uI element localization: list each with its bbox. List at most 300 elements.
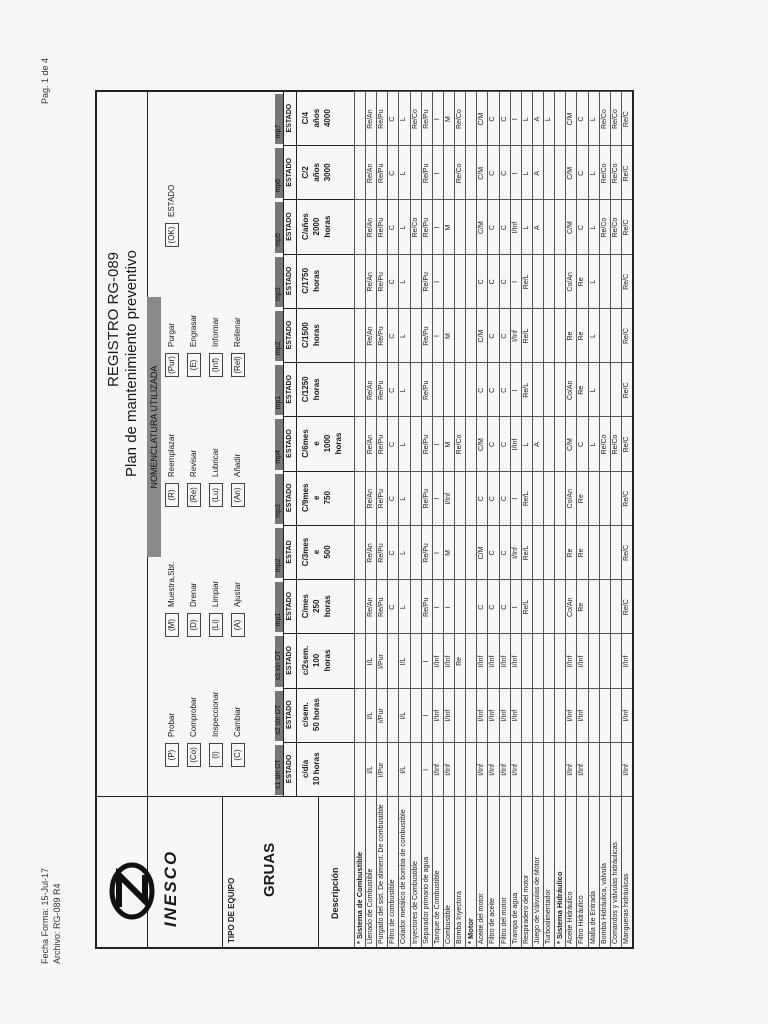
estado-label: ESTADO bbox=[284, 416, 297, 470]
task-cell: I bbox=[433, 443, 441, 446]
frequency-column-header bbox=[284, 254, 355, 309]
frequency-label: C/años 2000 horas bbox=[301, 213, 332, 240]
task-cell: C bbox=[389, 604, 397, 610]
task-description: Filtro de aceite bbox=[489, 898, 497, 944]
estado-label: ESTADO bbox=[284, 91, 297, 145]
frequency-label: C/2 años 3000 bbox=[301, 163, 332, 182]
legend-code: (R) bbox=[165, 483, 179, 507]
task-cell: I/Pur bbox=[378, 654, 386, 669]
task-cell: I/L bbox=[400, 657, 408, 666]
maintenance-form bbox=[95, 90, 634, 949]
task-cell: I bbox=[444, 606, 452, 609]
task-cell: I/Inf bbox=[511, 438, 519, 451]
task-cell: Re/L bbox=[522, 274, 530, 290]
task-cell: Re/Co bbox=[611, 109, 619, 130]
table-row bbox=[621, 92, 633, 947]
task-cell: Re/Pu bbox=[422, 272, 430, 292]
legend-code: (I) bbox=[209, 743, 223, 767]
legend-text: Inspeccionar bbox=[211, 691, 220, 737]
task-cell: Re/An bbox=[367, 597, 375, 617]
task-cell: I/Inf bbox=[511, 655, 519, 668]
task-cell: Re/An bbox=[367, 326, 375, 346]
brand-name: INESCO bbox=[161, 849, 180, 927]
task-cell: Re/Pu bbox=[422, 489, 430, 509]
task-cell: I/Inf bbox=[478, 764, 486, 776]
task-description: Malla de Entrada bbox=[589, 891, 597, 944]
task-cell: Re/Co bbox=[456, 163, 464, 184]
frequency-label: C/1750 horas bbox=[301, 267, 321, 294]
task-cell: L bbox=[545, 117, 553, 122]
task-cell: L bbox=[522, 117, 530, 122]
task-cell: C bbox=[489, 604, 497, 610]
task-cell: C bbox=[500, 496, 508, 502]
task-cell: Re/C bbox=[622, 490, 630, 507]
frequency-column-header bbox=[284, 742, 355, 797]
legend-code: (Re) bbox=[187, 483, 201, 507]
frequency-label: C/mes 250 horas bbox=[301, 594, 332, 619]
task-cell: I/L bbox=[367, 766, 375, 774]
estado-label: ESTADO bbox=[284, 254, 297, 308]
task-cell: Re/Pu bbox=[422, 109, 430, 129]
estado-label: ESTADO bbox=[284, 688, 297, 742]
task-cell: L bbox=[400, 388, 408, 393]
task-cell: C/M bbox=[478, 221, 486, 235]
task-cell: I/Inf bbox=[444, 709, 452, 722]
legend-text: Reemplazar bbox=[167, 433, 176, 477]
grid-line bbox=[354, 362, 632, 363]
task-cell: I/Inf bbox=[444, 764, 452, 776]
task-cell: Re/C bbox=[622, 545, 630, 561]
task-cell: I bbox=[433, 335, 441, 338]
task-cell: Re/Co bbox=[456, 109, 464, 130]
ot-band-label: mp1 bbox=[275, 612, 282, 627]
task-cell: C bbox=[500, 333, 508, 339]
frequency-column-header bbox=[284, 362, 355, 417]
grid-line bbox=[354, 254, 632, 255]
form-date: Fecha Forma: 15-Jul-17 bbox=[40, 867, 50, 964]
task-cell: Re bbox=[567, 548, 575, 558]
task-cell: Re bbox=[578, 602, 586, 612]
task-description: Purgado del sist. De aliment. De combustible bbox=[378, 804, 386, 944]
task-cell: C bbox=[500, 279, 508, 285]
task-cell: A bbox=[533, 116, 541, 122]
task-cell: I bbox=[511, 280, 519, 283]
legend-text: Limpiar bbox=[211, 580, 220, 607]
frequency-column-header bbox=[284, 199, 355, 254]
task-cell: I/L bbox=[400, 766, 408, 774]
legend-code: (P) bbox=[165, 743, 179, 767]
legend-code: (C) bbox=[231, 743, 245, 767]
task-cell: I/Inf bbox=[567, 709, 575, 722]
task-description: Inyectores de Combustible bbox=[411, 861, 419, 944]
task-cell: C bbox=[489, 116, 497, 122]
task-description: Tanque de Combustible bbox=[433, 870, 441, 944]
task-cell: Re/Pu bbox=[422, 597, 430, 617]
task-cell: I bbox=[511, 172, 519, 175]
task-cell: C/M bbox=[567, 221, 575, 235]
task-description: Aceite Hidráulico bbox=[567, 891, 575, 944]
task-cell: C bbox=[389, 116, 397, 122]
legend-code: (E) bbox=[187, 353, 201, 377]
task-cell: Re/Pu bbox=[378, 380, 386, 401]
ot-band-label: mp4 bbox=[275, 450, 282, 464]
task-cell: C bbox=[389, 550, 397, 556]
ot-band-label: s3 sin OT bbox=[275, 650, 282, 681]
legend-text: Muestra,Sbt. bbox=[167, 561, 176, 607]
task-cell: A bbox=[533, 442, 541, 447]
task-cell: C/M bbox=[567, 438, 575, 451]
task-cell: I/Inf bbox=[433, 655, 441, 668]
task-cell: L bbox=[522, 442, 530, 447]
task-cell: C/M bbox=[478, 166, 486, 180]
task-cell: L bbox=[400, 496, 408, 501]
task-cell: I/Inf bbox=[433, 709, 441, 722]
ot-band-label: mp5 bbox=[275, 233, 282, 247]
task-cell: Re/L bbox=[522, 328, 530, 344]
task-cell: Re/Co bbox=[600, 109, 608, 130]
task-cell: L bbox=[589, 442, 597, 447]
grid-line bbox=[354, 308, 632, 309]
task-cell: Re/Co bbox=[600, 434, 608, 455]
task-cell: I/Inf bbox=[444, 492, 452, 505]
frequency-column-header bbox=[284, 525, 355, 580]
estado-label: ESTAD bbox=[284, 525, 297, 579]
task-cell: I/Pur bbox=[378, 762, 386, 778]
task-description: Respiradero del motor bbox=[522, 874, 530, 944]
task-cell: C bbox=[478, 387, 486, 393]
task-cell: M bbox=[444, 333, 452, 339]
task-cell: C bbox=[389, 225, 397, 231]
task-cell: Re/Co bbox=[611, 163, 619, 184]
task-cell: I bbox=[422, 768, 430, 771]
task-cell: C bbox=[489, 441, 497, 448]
task-cell: C bbox=[500, 387, 508, 393]
frequency-label: C/9mes e 750 bbox=[301, 483, 332, 512]
task-cell: Re/An bbox=[367, 163, 375, 184]
task-cell: I/Inf bbox=[444, 655, 452, 668]
frequency-label: c/2sem. 100 horas bbox=[301, 645, 332, 676]
task-cell: Co/An bbox=[567, 380, 575, 401]
task-cell: I/Inf bbox=[622, 709, 630, 722]
ot-band-label: mp6 bbox=[275, 178, 282, 193]
task-cell: Re/Pu bbox=[422, 434, 430, 455]
task-description: Turboalimentador bbox=[545, 889, 553, 944]
task-cell: I/Inf bbox=[489, 655, 497, 668]
logo-cell bbox=[97, 796, 222, 947]
ot-band-label: mp3 bbox=[275, 504, 282, 518]
task-cell: Co/An bbox=[567, 489, 575, 509]
legend-text: Revisar bbox=[189, 449, 198, 477]
task-cell: A bbox=[533, 171, 541, 176]
task-cell: Re/Co bbox=[611, 434, 619, 455]
task-cell: Re/Co bbox=[600, 163, 608, 184]
grid-line bbox=[354, 416, 632, 417]
frequency-column-header bbox=[284, 91, 355, 146]
task-cell: Re/Co bbox=[456, 434, 464, 455]
task-cell: C bbox=[389, 496, 397, 502]
task-cell: C bbox=[500, 116, 508, 122]
task-cell: I bbox=[511, 497, 519, 500]
task-cell: Re bbox=[456, 656, 464, 666]
task-cell: Re/Pu bbox=[378, 217, 386, 238]
task-cell: Co/An bbox=[567, 597, 575, 617]
task-cell: Re bbox=[578, 277, 586, 287]
legend-text: Lubricar bbox=[211, 448, 220, 477]
task-cell: Re bbox=[578, 548, 586, 558]
task-description: Filtro del motor bbox=[500, 897, 508, 944]
legend-code: (A) bbox=[231, 613, 245, 637]
task-cell: C bbox=[578, 225, 586, 231]
task-cell: I bbox=[511, 606, 519, 609]
task-cell: C bbox=[389, 441, 397, 448]
estado-label: ESTADO bbox=[284, 308, 297, 362]
task-cell: Re/An bbox=[367, 543, 375, 563]
task-cell: Re bbox=[578, 494, 586, 504]
task-cell: Re/Pu bbox=[422, 380, 430, 401]
estado-label: ESTADO bbox=[284, 633, 297, 687]
task-cell: Re/An bbox=[367, 217, 375, 238]
frequency-label: c/día 10 horas bbox=[301, 752, 321, 786]
task-cell: I/Inf bbox=[511, 221, 519, 234]
frequency-column-header bbox=[284, 579, 355, 634]
task-cell: L bbox=[400, 551, 408, 555]
task-cell: C bbox=[489, 225, 497, 231]
task-cell: Re/Pu bbox=[378, 163, 386, 184]
task-cell: Re/An bbox=[367, 434, 375, 455]
legend-code: (Pur) bbox=[165, 353, 179, 377]
task-cell: Re/Pu bbox=[378, 597, 386, 617]
task-description: Comandos y válvulas hidráulicas bbox=[611, 842, 619, 944]
task-cell: C bbox=[489, 550, 497, 556]
legend-code: (M) bbox=[165, 613, 179, 637]
equipment-type-value: GRUAS bbox=[261, 842, 278, 897]
task-cell: Re/An bbox=[367, 489, 375, 509]
task-cell: I/L bbox=[367, 711, 375, 720]
section-heading: * Sistema Hidráulico bbox=[555, 871, 565, 944]
task-cell: C/M bbox=[478, 546, 486, 560]
task-cell: C bbox=[500, 604, 508, 610]
frequency-column-header bbox=[284, 471, 355, 526]
grid-line bbox=[354, 91, 632, 92]
legend-code: (Co) bbox=[187, 743, 201, 767]
task-cell: L bbox=[589, 225, 597, 230]
task-cell: Re/L bbox=[522, 545, 530, 561]
task-cell: Re bbox=[578, 331, 586, 341]
task-cell: Re bbox=[578, 385, 586, 395]
task-cell: C bbox=[389, 333, 397, 339]
ot-band-label: mp2 bbox=[275, 558, 282, 573]
task-cell: Re/C bbox=[622, 599, 630, 616]
task-cell: C bbox=[389, 279, 397, 285]
grid-line bbox=[354, 145, 632, 146]
ot-band-label: mp2 bbox=[275, 341, 282, 356]
task-cell: I/Inf bbox=[489, 764, 497, 776]
estado-label: ESTADO bbox=[284, 471, 297, 525]
registro-code: REGISTRO RG-089 bbox=[105, 251, 122, 387]
task-cell: Re/C bbox=[622, 328, 630, 345]
task-cell: Re/Pu bbox=[422, 163, 430, 184]
estado-label: ESTADO bbox=[284, 145, 297, 199]
task-cell: C bbox=[500, 550, 508, 556]
task-cell: L bbox=[400, 225, 408, 230]
task-cell: Re/L bbox=[522, 491, 530, 507]
task-cell: C bbox=[489, 496, 497, 502]
task-cell: C/M bbox=[478, 112, 486, 126]
task-cell: Re/An bbox=[367, 109, 375, 129]
equipment-type-cell bbox=[222, 796, 319, 947]
task-cell: C bbox=[500, 441, 508, 448]
task-cell: M bbox=[444, 224, 452, 231]
inesco-logo-icon bbox=[107, 861, 157, 921]
task-cell: I/Inf bbox=[567, 655, 575, 668]
task-cell: C bbox=[578, 116, 586, 122]
task-cell: I bbox=[511, 118, 519, 121]
task-cell: I bbox=[433, 226, 441, 229]
frequency-column-header bbox=[284, 633, 355, 688]
legend-text: Drenar bbox=[189, 582, 198, 607]
ot-band-label: s1 sin OT bbox=[275, 759, 282, 789]
task-cell: L bbox=[589, 117, 597, 122]
task-cell: Re/Pu bbox=[422, 326, 430, 346]
legend-text: Informar bbox=[211, 317, 220, 347]
task-cell: C bbox=[478, 604, 486, 610]
legend-text: Comprobar bbox=[189, 696, 198, 737]
task-cell: I/Inf bbox=[567, 764, 575, 776]
frequency-label: C/1500 horas bbox=[301, 322, 321, 348]
frequency-label: C/6mes e 1000 horas bbox=[301, 429, 343, 458]
equipment-type-label: TIPO DE EQUIPO bbox=[227, 877, 236, 943]
legend-text: ESTADO bbox=[167, 184, 176, 217]
frequency-label: C/4 años 4000 bbox=[301, 108, 332, 128]
task-cell: Re/L bbox=[522, 382, 530, 398]
legend-code: (An) bbox=[231, 483, 245, 507]
task-cell: I/L bbox=[367, 657, 375, 666]
task-cell: Re/C bbox=[622, 111, 630, 128]
legend-text: Añadir bbox=[233, 453, 242, 477]
frequency-label: C/3mes e 500 bbox=[301, 537, 332, 567]
task-cell: I/L bbox=[400, 711, 408, 720]
legend-text: Probar bbox=[167, 712, 176, 737]
task-cell: Re/Pu bbox=[422, 217, 430, 238]
task-cell: L bbox=[400, 171, 408, 176]
legend-text: Cambiar bbox=[233, 706, 242, 737]
legend-text: Purgar bbox=[167, 322, 176, 347]
task-cell: Re bbox=[567, 331, 575, 341]
section-heading: * Motor bbox=[466, 918, 476, 944]
task-cell: I bbox=[433, 280, 441, 283]
legend-code: (Inf) bbox=[209, 353, 223, 377]
estado-label: ESTADO bbox=[284, 362, 297, 416]
task-description: Filtro de combustible bbox=[389, 879, 397, 944]
task-cell: C bbox=[500, 170, 508, 176]
task-description: Bomba Hidráulica, válvula bbox=[600, 863, 608, 944]
task-cell: C bbox=[489, 279, 497, 285]
grid-line bbox=[354, 579, 632, 580]
frequency-label: c/sem. 50 horas bbox=[301, 698, 321, 732]
task-description: Trampa de agua bbox=[511, 892, 519, 944]
ot-band-label: s2 sin OT bbox=[275, 704, 282, 735]
task-cell: Re/C bbox=[622, 382, 630, 399]
grid-line bbox=[354, 742, 632, 743]
task-cell: L bbox=[589, 279, 597, 284]
task-cell: L bbox=[400, 334, 408, 338]
task-cell: C/M bbox=[478, 329, 486, 343]
task-description: Mangueras hidráulicas bbox=[622, 873, 630, 944]
ot-band-label: mp1 bbox=[275, 395, 282, 410]
task-cell: I bbox=[433, 497, 441, 500]
task-cell: C bbox=[500, 225, 508, 231]
task-cell: Re/Pu bbox=[378, 326, 386, 346]
grid-line bbox=[354, 471, 632, 472]
task-cell: I/Inf bbox=[500, 764, 508, 776]
section-heading: * Sistema de Combustible bbox=[355, 851, 364, 944]
legend-code: (OK) bbox=[165, 223, 179, 247]
task-description: Bomba Inyectora bbox=[456, 891, 464, 944]
task-cell: M bbox=[444, 441, 452, 448]
task-cell: L bbox=[400, 117, 408, 122]
task-cell: I bbox=[422, 660, 430, 663]
legend-text: Ajustar bbox=[233, 582, 242, 607]
ot-band-label: mp7 bbox=[275, 124, 282, 139]
task-cell: I bbox=[433, 118, 441, 121]
task-cell: I/Inf bbox=[500, 655, 508, 668]
task-cell: L bbox=[589, 171, 597, 176]
task-cell: Re/C bbox=[622, 219, 630, 236]
frequency-column-header bbox=[284, 688, 355, 743]
task-cell: C/M bbox=[478, 438, 486, 451]
task-cell: Re/An bbox=[367, 272, 375, 292]
task-cell: L bbox=[522, 171, 530, 176]
description-header bbox=[318, 796, 355, 947]
task-cell: C bbox=[489, 170, 497, 176]
task-cell: I bbox=[433, 552, 441, 554]
task-cell: M bbox=[444, 116, 452, 123]
task-cell: Re/C bbox=[622, 165, 630, 182]
task-cell: I/Inf bbox=[622, 655, 630, 668]
estado-label: ESTADO bbox=[284, 199, 297, 253]
task-description: Combustible bbox=[444, 905, 452, 944]
task-cell: L bbox=[589, 388, 597, 393]
task-cell: Re/An bbox=[367, 380, 375, 401]
task-description: Llenado de Combustible bbox=[367, 868, 375, 944]
grid-line bbox=[354, 525, 632, 526]
task-cell: I/Inf bbox=[578, 655, 586, 668]
task-cell: L bbox=[522, 225, 530, 230]
frequency-column-header bbox=[284, 145, 355, 200]
task-description: Juego de Válvulas de Motor bbox=[533, 857, 541, 944]
task-cell: Re/Co bbox=[411, 217, 419, 238]
task-cell: Co/An bbox=[567, 272, 575, 292]
task-cell: C bbox=[478, 496, 486, 502]
task-cell: C bbox=[389, 387, 397, 393]
ot-band-label: mp3 bbox=[275, 287, 282, 301]
task-cell: C bbox=[578, 170, 586, 176]
task-cell: I/Inf bbox=[511, 764, 519, 776]
task-cell: Re/Pu bbox=[378, 543, 386, 563]
task-cell: C bbox=[478, 279, 486, 285]
nomenclature-legend bbox=[147, 92, 275, 797]
task-cell: I/Inf bbox=[578, 764, 586, 776]
task-cell: L bbox=[589, 334, 597, 338]
task-description: Aceite del motor bbox=[478, 893, 486, 944]
description-label: Descripción bbox=[330, 867, 340, 919]
task-cell: I/Inf bbox=[489, 709, 497, 722]
task-cell: Re/C bbox=[622, 273, 630, 290]
task-cell: I bbox=[511, 389, 519, 392]
form-title: Plan de mantenimiento preventivo bbox=[123, 250, 140, 477]
task-cell: A bbox=[533, 225, 541, 230]
task-cell: Re/Co bbox=[600, 217, 608, 238]
